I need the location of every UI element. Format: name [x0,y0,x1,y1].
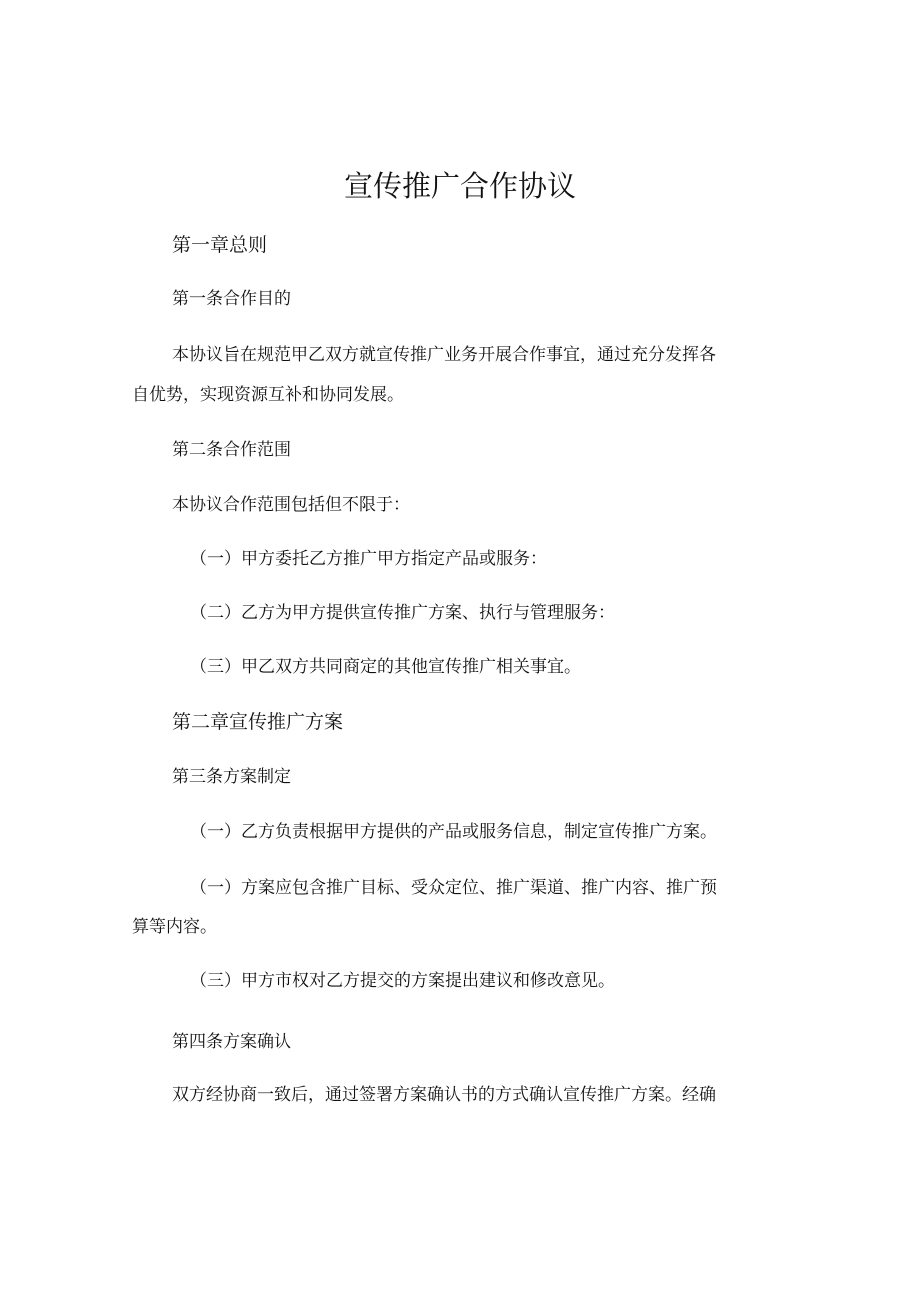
article-3-item-3: （三）甲方市权对乙方提交的方案提出建议和修改意见。 [190,971,615,991]
article-1-text-line-1: 本协议旨在规范甲乙双方就宣传推广业务开展合作事宜，通过充分发挥各 [172,345,716,365]
article-2-heading: 第二条合作范围 [172,440,291,460]
article-2-item-1: （一）甲方委托乙方推广甲方指定产品或服务： [190,549,547,569]
chapter-1-heading: 第一章总则 [172,234,268,256]
article-3-heading: 第三条方案制定 [172,767,291,787]
article-2-item-3: （三）甲乙双方共同商定的其他宣传推广相关事宜。 [190,657,581,677]
article-3-item-2-line-2: 算等内容。 [132,917,217,937]
article-3-item-2-line-1: （一）方案应包含推广目标、受众定位、推广渠道、推广内容、推广预 [190,878,717,898]
chapter-2-heading: 第二章宣传推广方案 [172,711,344,733]
article-2-item-2: （二）乙方为甲方提供宣传推广方案、执行与管理服务： [190,603,615,623]
article-3-item-1: （一）乙方负责根据甲方提供的产品或服务信息，制定宣传推广方案。 [190,822,717,842]
article-4-heading: 第四条方案确认 [172,1032,291,1052]
article-4-text-line-1: 双方经协商一致后，通过签署方案确认书的方式确认宣传推广方案。经确 [172,1085,716,1105]
article-1-heading: 第一条合作目的 [172,289,291,309]
document-title: 宣传推广合作协议 [343,169,576,203]
article-1-text-line-2: 自优势，实现资源互补和协同发展。 [132,385,404,405]
article-2-intro: 本协议合作范围包括但不限于： [172,495,410,515]
